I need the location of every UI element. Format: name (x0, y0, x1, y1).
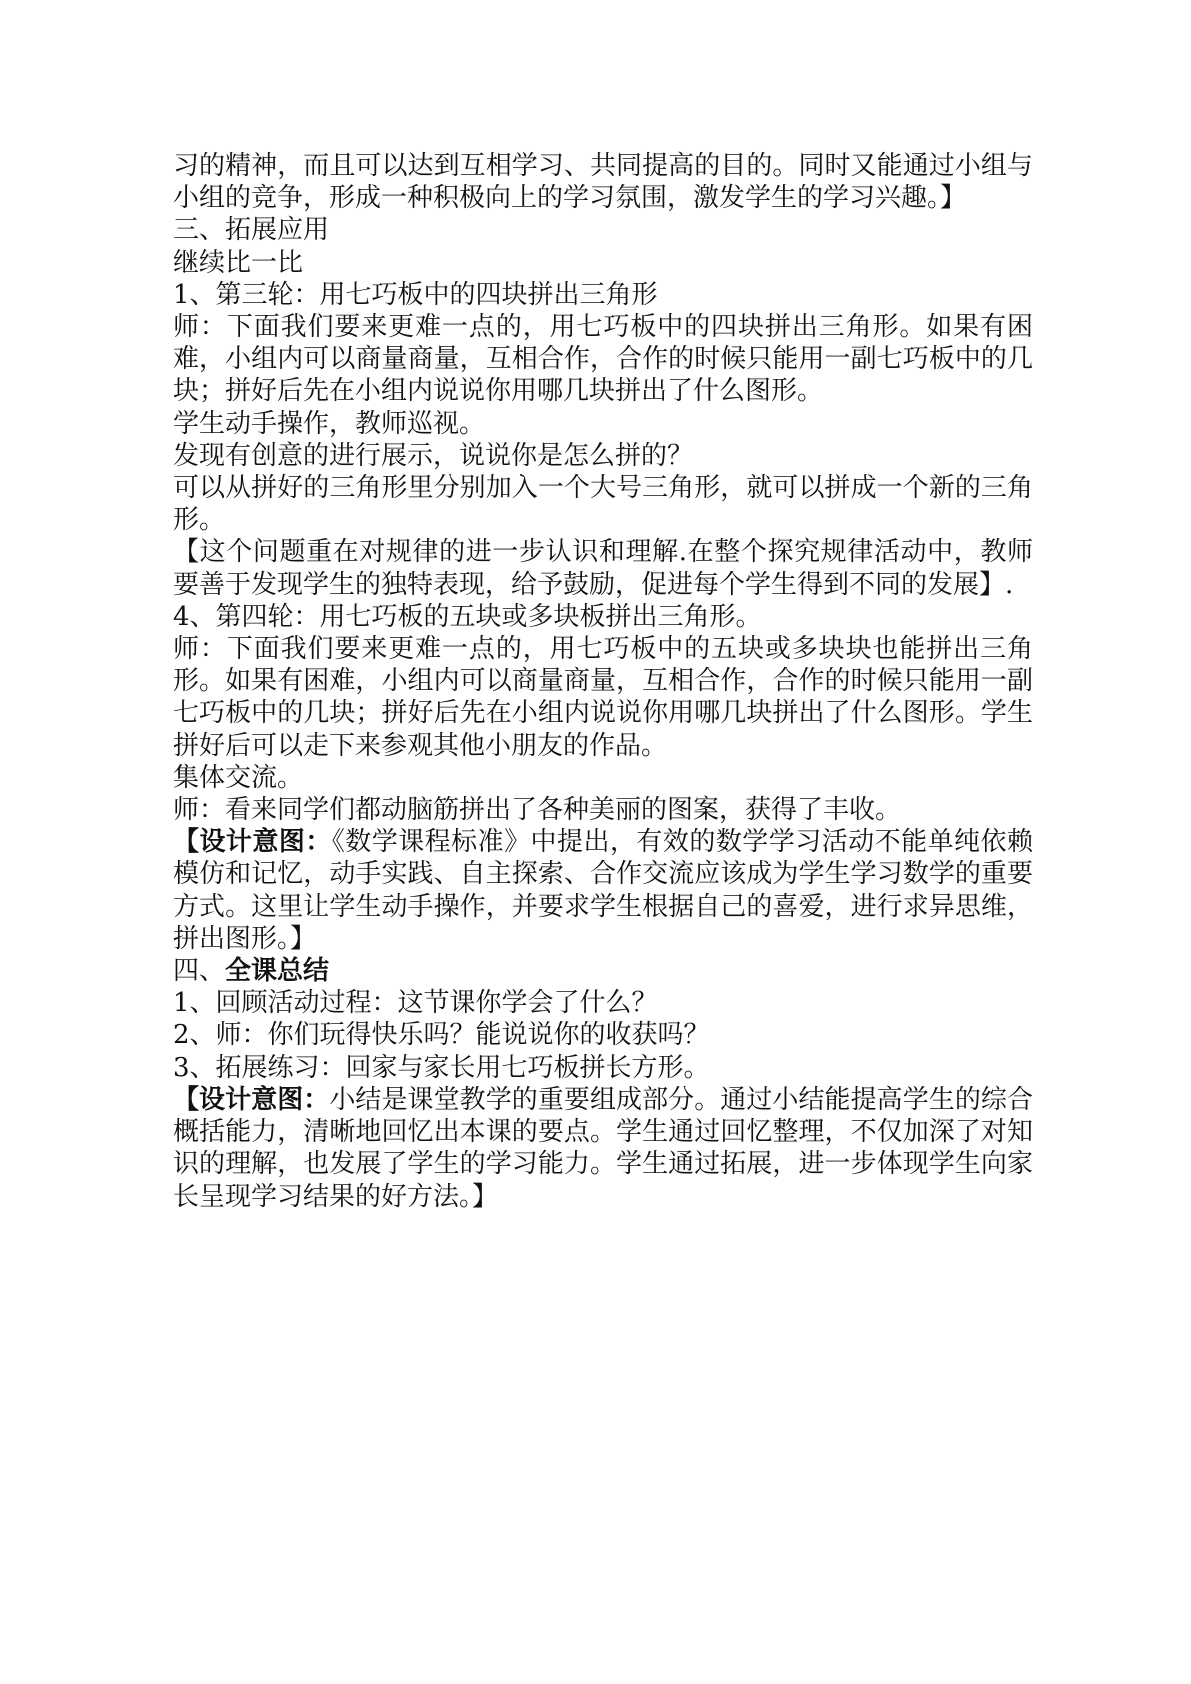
design-intent-paragraph-1 (173, 826, 1033, 955)
section-heading-extension: 三、拓展应用 (173, 215, 330, 246)
section-title-bold: 全课总结 (225, 956, 330, 987)
design-note-rules: 【这个问题重在对规律的进一步认识和理解.在整个探究规律活动中，教师要善于发现学生的独特表现，给予鼓励，促进每个学生得到不同的发展】. (173, 537, 1033, 600)
document-page (173, 150, 1033, 1213)
design-intent-paragraph-2 (173, 1084, 1033, 1213)
group-exchange: 集体交流。 (173, 762, 304, 793)
summary-item-1: 1、回顾活动过程：这节课你学会了什么？ (173, 988, 658, 1019)
summary-item-3: 3、拓展练习：回家与家长用七巧板拼长方形。 (173, 1052, 710, 1083)
solution-note: 可以从拼好的三角形里分别加入一个大号三角形，就可以拼成一个新的三角形。 (173, 473, 1033, 536)
round-three-title: 1、第三轮：用七巧板中的四块拼出三角形 (173, 279, 658, 310)
design-intent-label: 【设计意图： (173, 1084, 330, 1115)
summary-item-2: 2、师：你们玩得快乐吗？能说说你的收获吗？ (173, 1020, 710, 1051)
design-intent-text: 《数学课程标准》中提出，有效的数学学习活动不能单纯依赖模仿和记忆，动手实践、自主探索、合作交流应该成为学生学习数学的重要方式。这里让学生动手操作，并要求学生根据自己的喜爱，进行求异思维，拼出图形。】 (173, 827, 1033, 954)
section-heading-summary (173, 955, 1033, 987)
design-intent-label: 【设计意图： (173, 827, 332, 858)
subheading-compare: 继续比一比 (173, 247, 304, 278)
design-intent-text: 小结是课堂教学的重要组成部分。通过小结能提高学生的综合概括能力，清晰地回忆出本课的要点。学生通过回忆整理，不仅加深了对知识的理解，也发展了学生的学习能力。学生通过拓展，进一步体现学生向家长呈现学习结果的好方法。】 (173, 1084, 1033, 1212)
round-four-title: 4、第四轮：用七巧板的五块或多块板拼出三角形。 (173, 601, 762, 632)
section-number: 四、 (173, 956, 226, 987)
student-activity: 学生动手操作，教师巡视。 (173, 408, 486, 439)
showcase-prompt: 发现有创意的进行展示，说说你是怎么拼的？ (173, 440, 694, 471)
paragraph-continuation: 习的精神，而且可以达到互相学习、共同提高的目的。同时又能通过小组与小组的竞争，形成一种积极向上的学习氛围，激发学生的学习兴趣。】 (173, 151, 1033, 214)
teacher-instruction-round-four: 师：下面我们要来更难一点的，用七巧板中的五块或多块块也能拼出三角形。如果有困难，小组内可以商量商量，互相合作，合作的时候只能用一副七巧板中的几块；拼好后先在小组内说说你用哪几块拼出了什么图形。学生拼好后可以走下来参观其他小朋友的作品。 (173, 634, 1033, 761)
teacher-instruction-round-three: 师：下面我们要来更难一点的，用七巧板中的四块拼出三角形。如果有困难，小组内可以商量商量，互相合作，合作的时候只能用一副七巧板中的几块；拼好后先在小组内说说你用哪几块拼出了什么图形。 (173, 312, 1033, 407)
teacher-remark: 师：看来同学们都动脑筋拼出了各种美丽的图案，获得了丰收。 (173, 795, 902, 826)
